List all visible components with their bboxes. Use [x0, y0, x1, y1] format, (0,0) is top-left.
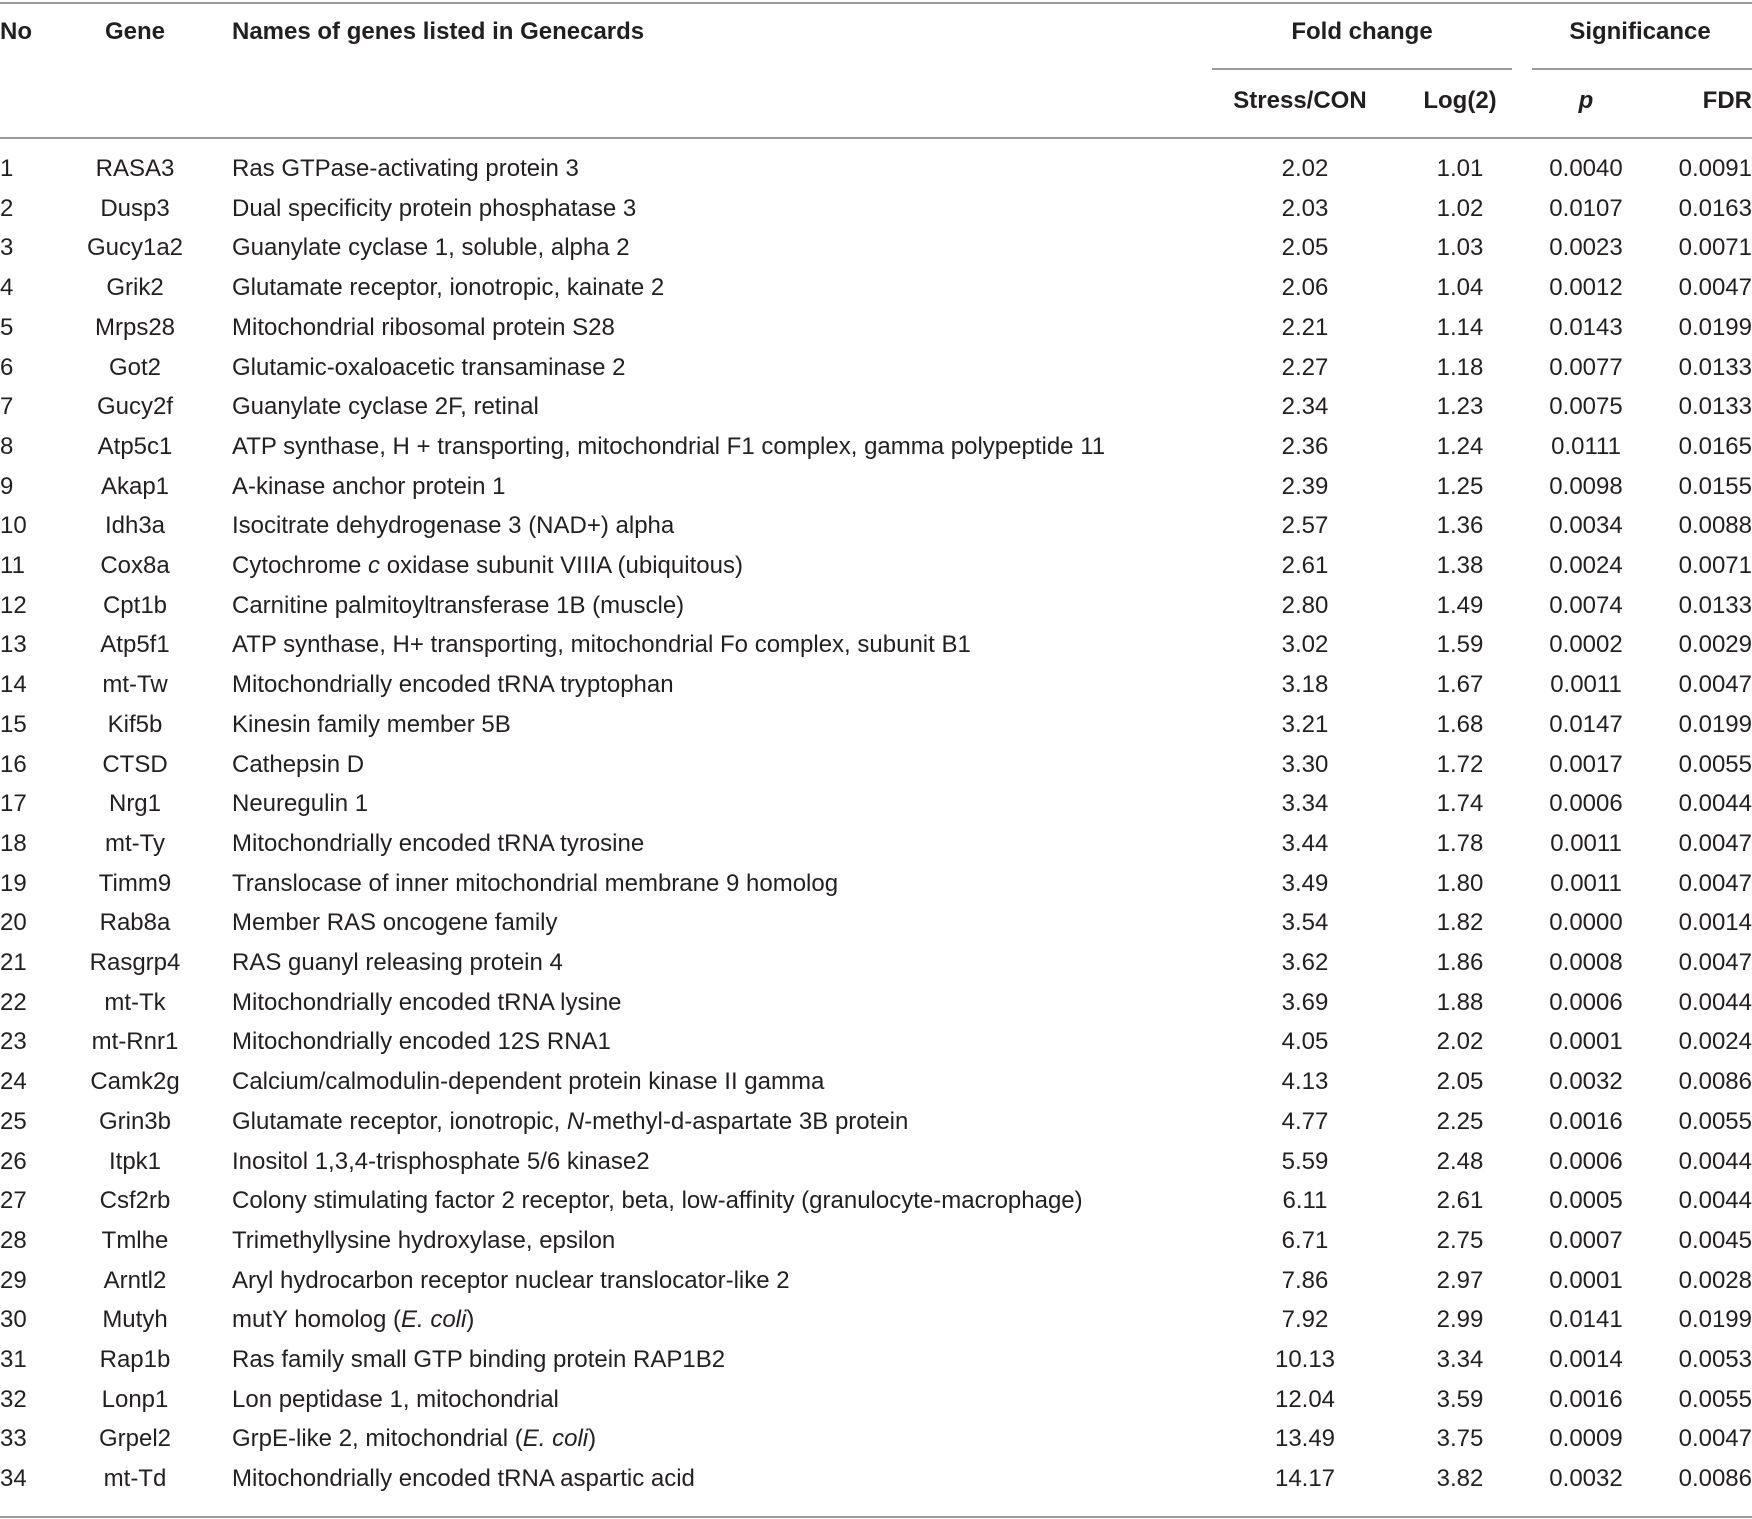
- stress-con-value: 2.57: [1281, 512, 1329, 540]
- stress-con-value: 7.86: [1281, 1266, 1329, 1294]
- log2-value: 1.02: [1436, 194, 1484, 222]
- p-value: 0.0006: [1549, 790, 1623, 818]
- log2-value: 1.78: [1436, 829, 1484, 857]
- fdr-value: 0.0044: [1678, 1187, 1752, 1215]
- row-number: 24: [0, 1068, 27, 1096]
- p-value: 0.0032: [1549, 1465, 1623, 1493]
- fdr-value: 0.0047: [1678, 869, 1752, 897]
- stress-con-value: 3.69: [1281, 988, 1329, 1016]
- p-value: 0.0016: [1549, 1385, 1623, 1413]
- gene-name: Guanylate cyclase 1, soluble, alpha 2: [232, 234, 630, 262]
- header-rule: [0, 137, 1752, 139]
- table-row: [0, 228, 1752, 268]
- stress-con-value: 2.05: [1281, 234, 1329, 262]
- log2-value: 1.67: [1436, 671, 1484, 699]
- p-value: 0.0040: [1549, 155, 1623, 182]
- gene-name: Ras family small GTP binding protein RAP1B2: [232, 1346, 726, 1373]
- row-number: 12: [0, 591, 27, 619]
- table-row: [0, 149, 1752, 189]
- row-number: 32: [0, 1385, 27, 1413]
- table-row: [0, 467, 1752, 507]
- stress-con-value: 14.17: [1274, 1465, 1336, 1493]
- stress-con-value: 4.05: [1281, 1028, 1329, 1056]
- fdr-value: 0.0088: [1678, 512, 1752, 540]
- row-number: 16: [0, 750, 27, 778]
- fdr-value: 0.0029: [1678, 631, 1752, 659]
- p-value: 0.0006: [1549, 1147, 1623, 1175]
- gene-symbol: Akap1: [100, 472, 170, 500]
- p-value: 0.0007: [1549, 1226, 1623, 1254]
- stress-con-value: 2.80: [1281, 591, 1329, 619]
- log2-value: 2.75: [1436, 1226, 1484, 1254]
- table-row: [0, 506, 1752, 546]
- log2-value: 1.86: [1436, 949, 1484, 976]
- gene-name: Translocase of inner mitochondrial membrane 9 homolog: [232, 869, 839, 897]
- row-number: 33: [0, 1425, 27, 1453]
- fdr-value: 0.0044: [1678, 790, 1752, 818]
- fdr-value: 0.0014: [1678, 909, 1752, 937]
- stress-con-value: 2.39: [1281, 472, 1329, 500]
- header-significance: Significance: [1569, 18, 1711, 45]
- row-number: 30: [0, 1306, 27, 1334]
- log2-value: 2.48: [1436, 1147, 1484, 1175]
- table-row: [0, 268, 1752, 308]
- p-value: 0.0001: [1549, 1266, 1623, 1294]
- fdr-value: 0.0047: [1678, 671, 1752, 699]
- gene-name: Mitochondrially encoded tRNA tryptophan: [232, 671, 674, 699]
- log2-value: 1.01: [1436, 155, 1484, 182]
- table-row: [0, 1261, 1752, 1301]
- gene-symbol: Atp5f1: [100, 631, 170, 659]
- stress-con-value: 3.62: [1281, 949, 1329, 976]
- stress-con-value: 2.06: [1281, 274, 1329, 302]
- gene-name: ATP synthase, H+ transporting, mitochondrial Fo complex, subunit B1: [232, 631, 971, 659]
- table-row: [0, 903, 1752, 943]
- log2-value: 1.04: [1436, 274, 1484, 302]
- gene-symbol: mt-Tw: [102, 671, 168, 699]
- gene-name: A-kinase anchor protein 1: [232, 472, 506, 500]
- stress-con-value: 3.54: [1281, 909, 1329, 937]
- stress-con-value: 7.92: [1281, 1306, 1329, 1334]
- header-no: No: [0, 18, 32, 45]
- row-number: 7: [0, 393, 14, 421]
- row-number: 18: [0, 829, 27, 857]
- stress-con-value: 2.61: [1281, 552, 1329, 579]
- p-value: 0.0141: [1549, 1306, 1623, 1334]
- header-stress-con: Stress/CON: [1233, 87, 1367, 114]
- stress-con-value: 6.71: [1281, 1226, 1329, 1254]
- log2-value: 1.74: [1436, 790, 1484, 818]
- table-row: [0, 1062, 1752, 1102]
- table-row: [0, 387, 1752, 427]
- row-number: 28: [0, 1226, 27, 1254]
- log2-value: 2.99: [1436, 1306, 1484, 1334]
- fdr-value: 0.0165: [1678, 432, 1752, 460]
- row-number: 26: [0, 1147, 27, 1175]
- p-value: 0.0017: [1549, 750, 1623, 778]
- gene-symbol: Gucy1a2: [86, 234, 184, 262]
- stress-con-value: 3.21: [1281, 710, 1329, 738]
- row-number: 23: [0, 1028, 27, 1056]
- stress-con-value: 6.11: [1282, 1187, 1328, 1215]
- gene-name: ATP synthase, H + transporting, mitochondrial F1 complex, gamma polypeptide 11: [232, 432, 1106, 460]
- stress-con-value: 5.59: [1281, 1147, 1329, 1175]
- table-row: [0, 546, 1752, 586]
- p-value: 0.0012: [1549, 274, 1623, 302]
- table-row: [0, 784, 1752, 824]
- table-row: [0, 1142, 1752, 1182]
- gene-symbol: Dusp3: [100, 194, 170, 222]
- table-row: [0, 348, 1752, 388]
- gene-symbol: Tmlhe: [101, 1226, 169, 1254]
- fdr-value: 0.0047: [1678, 949, 1752, 976]
- fdr-value: 0.0133: [1678, 591, 1752, 619]
- stress-con-value: 12.04: [1274, 1385, 1336, 1413]
- row-number: 13: [0, 631, 27, 659]
- stress-con-value: 3.02: [1281, 631, 1329, 659]
- row-number: 22: [0, 988, 27, 1016]
- p-value: 0.0098: [1549, 472, 1623, 500]
- p-value: 0.0016: [1549, 1107, 1623, 1135]
- fdr-value: 0.0199: [1678, 313, 1752, 341]
- table-row: [0, 427, 1752, 467]
- fdr-value: 0.0047: [1678, 274, 1752, 302]
- gene-symbol: Cpt1b: [102, 591, 168, 619]
- gene-name: Neuregulin 1: [232, 790, 369, 818]
- p-value: 0.0011: [1550, 671, 1622, 699]
- gene-symbol: Csf2rb: [99, 1187, 171, 1215]
- gene-symbol: mt-Td: [103, 1465, 167, 1493]
- gene-name: Cathepsin D: [232, 750, 365, 778]
- row-number: 9: [0, 472, 14, 500]
- row-number: 31: [0, 1346, 27, 1373]
- row-number: 14: [0, 671, 27, 699]
- stress-con-value: 2.36: [1281, 432, 1329, 460]
- fdr-value: 0.0044: [1678, 988, 1752, 1016]
- table-row: [0, 1181, 1752, 1221]
- fdr-value: 0.0133: [1678, 353, 1752, 381]
- row-number: 19: [0, 869, 27, 897]
- log2-value: 2.25: [1436, 1107, 1484, 1135]
- log2-value: 1.88: [1436, 988, 1484, 1016]
- log2-value: 3.75: [1436, 1425, 1484, 1453]
- gene-symbol: Mutyh: [102, 1306, 168, 1334]
- table-row: [0, 705, 1752, 745]
- log2-value: 2.05: [1436, 1068, 1484, 1096]
- fdr-value: 0.0163: [1678, 194, 1752, 222]
- p-value: 0.0147: [1549, 710, 1623, 738]
- fdr-value: 0.0133: [1678, 393, 1752, 421]
- table-row: [0, 665, 1752, 705]
- fdr-value: 0.0055: [1678, 750, 1752, 778]
- row-number: 8: [0, 432, 14, 460]
- row-number: 6: [0, 353, 14, 381]
- gene-symbol: Grpel2: [98, 1425, 172, 1453]
- log2-value: 1.68: [1436, 710, 1484, 738]
- row-number: 10: [0, 512, 27, 540]
- p-value: 0.0005: [1549, 1187, 1623, 1215]
- gene-symbol: Kif5b: [107, 710, 163, 738]
- fdr-value: 0.0199: [1678, 1306, 1752, 1334]
- log2-value: 1.25: [1436, 472, 1484, 500]
- gene-name: Glutamate receptor, ionotropic, kainate 2: [232, 274, 665, 302]
- gene-symbol: Itpk1: [108, 1147, 162, 1175]
- gene-symbol: Timm9: [98, 869, 172, 897]
- gene-name: RAS guanyl releasing protein 4: [232, 949, 563, 976]
- table-row: [0, 1022, 1752, 1062]
- row-number: 2: [0, 194, 14, 222]
- fdr-value: 0.0044: [1678, 1147, 1752, 1175]
- gene-symbol: mt-Tk: [104, 988, 166, 1016]
- table-row: [0, 1459, 1752, 1499]
- log2-value: 3.34: [1436, 1346, 1484, 1373]
- fold-change-rule: [1212, 68, 1512, 70]
- log2-value: 1.72: [1436, 750, 1484, 778]
- stress-con-value: 2.21: [1281, 313, 1329, 341]
- gene-name: Carnitine palmitoyltransferase 1B (muscle): [232, 591, 685, 619]
- gene-name: Lon peptidase 1, mitochondrial: [232, 1385, 559, 1413]
- row-number: 34: [0, 1465, 27, 1493]
- header-names: Names of genes listed in Genecards: [232, 18, 645, 45]
- log2-value: 1.03: [1436, 234, 1484, 262]
- table-row: [0, 1340, 1752, 1380]
- log2-value: 1.24: [1436, 432, 1484, 460]
- gene-name: Isocitrate dehydrogenase 3 (NAD+) alpha: [232, 512, 675, 540]
- gene-symbol: Idh3a: [104, 512, 166, 540]
- stress-con-value: 2.27: [1281, 353, 1329, 381]
- table-row: [0, 824, 1752, 864]
- gene-symbol: Rap1b: [99, 1346, 171, 1373]
- fdr-value: 0.0199: [1678, 710, 1752, 738]
- log2-value: 1.36: [1436, 512, 1484, 540]
- top-rule: [0, 2, 1752, 4]
- p-value: 0.0032: [1549, 1068, 1623, 1096]
- p-value: 0.0075: [1549, 393, 1623, 421]
- log2-value: 1.49: [1436, 591, 1484, 619]
- p-value: 0.0009: [1549, 1425, 1623, 1453]
- header-fold-change: Fold change: [1291, 18, 1433, 45]
- p-value: 0.0002: [1549, 631, 1623, 659]
- log2-value: 1.59: [1436, 631, 1484, 659]
- gene-name: Trimethyllysine hydroxylase, epsilon: [232, 1226, 616, 1254]
- fdr-value: 0.0047: [1678, 829, 1752, 857]
- gene-symbol: Rasgrp4: [89, 949, 181, 976]
- gene-symbol: Rab8a: [99, 909, 171, 937]
- row-number: 20: [0, 909, 27, 937]
- row-number: 15: [0, 710, 27, 738]
- gene-name: Ras GTPase-activating protein 3: [232, 155, 579, 182]
- gene-name: Mitochondrially encoded tRNA aspartic acid: [232, 1465, 695, 1493]
- table-row: [0, 943, 1752, 983]
- stress-con-value: 3.44: [1281, 829, 1329, 857]
- stress-con-value: 3.34: [1281, 790, 1329, 818]
- log2-value: 1.80: [1436, 869, 1484, 897]
- gene-name: mutY homolog (E. coli): [232, 1306, 475, 1334]
- gene-name: Member RAS oncogene family: [232, 909, 558, 937]
- gene-name: Mitochondrial ribosomal protein S28: [232, 313, 615, 341]
- gene-symbol: RASA3: [95, 155, 175, 182]
- header-log2: Log(2): [1423, 87, 1497, 114]
- header-gene: Gene: [104, 18, 166, 45]
- gene-symbol: Got2: [108, 353, 162, 381]
- gene-symbol: Atp5c1: [97, 432, 173, 460]
- stress-con-value: 2.03: [1281, 194, 1329, 222]
- gene-name: Inositol 1,3,4-trisphosphate 5/6 kinase2: [232, 1147, 650, 1175]
- p-value: 0.0111: [1551, 432, 1621, 460]
- log2-value: 3.59: [1436, 1385, 1484, 1413]
- p-value: 0.0034: [1549, 512, 1623, 540]
- p-value: 0.0074: [1549, 591, 1623, 619]
- gene-name: Cytochrome c oxidase subunit VIIIA (ubiquitous): [232, 552, 743, 579]
- log2-value: 1.82: [1436, 909, 1484, 937]
- row-number: 4: [0, 274, 14, 302]
- fdr-value: 0.0071: [1678, 234, 1752, 262]
- p-value: 0.0011: [1550, 829, 1622, 857]
- table-row: [0, 1380, 1752, 1420]
- row-number: 27: [0, 1187, 27, 1215]
- p-value: 0.0008: [1549, 949, 1623, 976]
- fdr-value: 0.0028: [1678, 1266, 1752, 1294]
- gene-symbol: Grin3b: [98, 1107, 172, 1135]
- fdr-value: 0.0047: [1678, 1425, 1752, 1453]
- row-number: 3: [0, 234, 14, 262]
- stress-con-value: 4.13: [1281, 1068, 1329, 1096]
- p-value: 0.0000: [1549, 909, 1623, 937]
- table-row: [0, 864, 1752, 904]
- table-row: [0, 1300, 1752, 1340]
- fdr-value: 0.0086: [1678, 1465, 1752, 1493]
- gene-name: GrpE-like 2, mitochondrial (E. coli): [232, 1425, 597, 1453]
- gene-name: Mitochondrially encoded 12S RNA1: [232, 1028, 611, 1056]
- gene-symbol: Cox8a: [100, 552, 170, 579]
- stress-con-value: 3.49: [1281, 869, 1329, 897]
- stress-con-value: 13.49: [1274, 1425, 1336, 1453]
- gene-symbol: Nrg1: [108, 790, 162, 818]
- gene-name: Glutamic-oxaloacetic transaminase 2: [232, 353, 626, 381]
- gene-name: Mitochondrially encoded tRNA tyrosine: [232, 829, 645, 857]
- fdr-value: 0.0024: [1678, 1028, 1752, 1056]
- table-row: [0, 745, 1752, 785]
- log2-value: 3.82: [1436, 1465, 1484, 1493]
- significance-rule: [1532, 68, 1752, 70]
- p-value: 0.0143: [1549, 313, 1623, 341]
- fdr-value: 0.0155: [1678, 472, 1752, 500]
- table-row: [0, 189, 1752, 229]
- table-row: [0, 586, 1752, 626]
- p-value: 0.0011: [1550, 869, 1622, 897]
- gene-symbol: CTSD: [102, 750, 168, 778]
- gene-name: Glutamate receptor, ionotropic, N-methyl-d-aspartate 3B protein: [232, 1107, 909, 1135]
- gene-name: Guanylate cyclase 2F, retinal: [232, 393, 539, 421]
- stress-con-value: 2.34: [1281, 393, 1329, 421]
- gene-name: Aryl hydrocarbon receptor nuclear translocator-like 2: [232, 1266, 790, 1294]
- stress-con-value: 10.13: [1274, 1346, 1336, 1373]
- p-value: 0.0006: [1549, 988, 1623, 1016]
- gene-name: Dual specificity protein phosphatase 3: [232, 194, 637, 222]
- gene-name: Mitochondrially encoded tRNA lysine: [232, 988, 622, 1016]
- log2-value: 1.14: [1436, 313, 1484, 341]
- p-value: 0.0014: [1549, 1346, 1623, 1373]
- header-p: p: [1578, 87, 1594, 114]
- fdr-value: 0.0071: [1678, 552, 1752, 579]
- table-row: [0, 308, 1752, 348]
- bottom-rule: [0, 1516, 1752, 1518]
- p-value: 0.0023: [1549, 234, 1623, 262]
- gene-symbol: Arntl2: [103, 1266, 167, 1294]
- gene-symbol: Gucy2f: [96, 393, 174, 421]
- log2-value: 2.61: [1436, 1187, 1484, 1215]
- stress-con-value: 2.02: [1281, 155, 1329, 182]
- fdr-value: 0.0053: [1678, 1346, 1752, 1373]
- gene-name: Kinesin family member 5B: [232, 710, 511, 738]
- gene-symbol: mt-Rnr1: [91, 1028, 179, 1056]
- fdr-value: 0.0086: [1678, 1068, 1752, 1096]
- p-value: 0.0001: [1549, 1028, 1623, 1056]
- header-fdr: FDR: [1702, 87, 1752, 114]
- log2-value: 1.23: [1436, 393, 1484, 421]
- gene-symbol: Lonp1: [101, 1385, 169, 1413]
- p-value: 0.0024: [1549, 552, 1623, 579]
- gene-symbol: Mrps28: [94, 313, 176, 341]
- gene-symbol: Camk2g: [90, 1068, 180, 1096]
- row-number: 11: [0, 552, 25, 579]
- log2-value: 2.97: [1436, 1266, 1484, 1294]
- row-number: 1: [0, 155, 14, 182]
- gene-name: Calcium/calmodulin-dependent protein kinase II gamma: [232, 1068, 825, 1096]
- row-number: 5: [0, 313, 14, 341]
- row-number: 29: [0, 1266, 27, 1294]
- table-row: [0, 1419, 1752, 1459]
- gene-symbol: mt-Ty: [105, 829, 165, 857]
- table-row: [0, 1221, 1752, 1261]
- fdr-value: 0.0091: [1678, 155, 1752, 182]
- p-value: 0.0107: [1549, 194, 1623, 222]
- log2-value: 1.38: [1436, 552, 1484, 579]
- fdr-value: 0.0055: [1678, 1385, 1752, 1413]
- gene-name: Colony stimulating factor 2 receptor, beta, low-affinity (granulocyte-macrophage): [232, 1187, 1083, 1215]
- table-row: [0, 625, 1752, 665]
- gene-symbol: Grik2: [106, 274, 164, 302]
- stress-con-value: 4.77: [1281, 1107, 1329, 1135]
- fdr-value: 0.0055: [1678, 1107, 1752, 1135]
- row-number: 25: [0, 1107, 27, 1135]
- log2-value: 1.18: [1436, 353, 1484, 381]
- table-row: [0, 1102, 1752, 1142]
- log2-value: 2.02: [1436, 1028, 1484, 1056]
- row-number: 21: [0, 949, 27, 976]
- p-value: 0.0077: [1549, 353, 1623, 381]
- fdr-value: 0.0045: [1678, 1226, 1752, 1254]
- stress-con-value: 3.30: [1281, 750, 1329, 778]
- stress-con-value: 3.18: [1281, 671, 1329, 699]
- table-row: [0, 983, 1752, 1023]
- row-number: 17: [0, 790, 27, 818]
